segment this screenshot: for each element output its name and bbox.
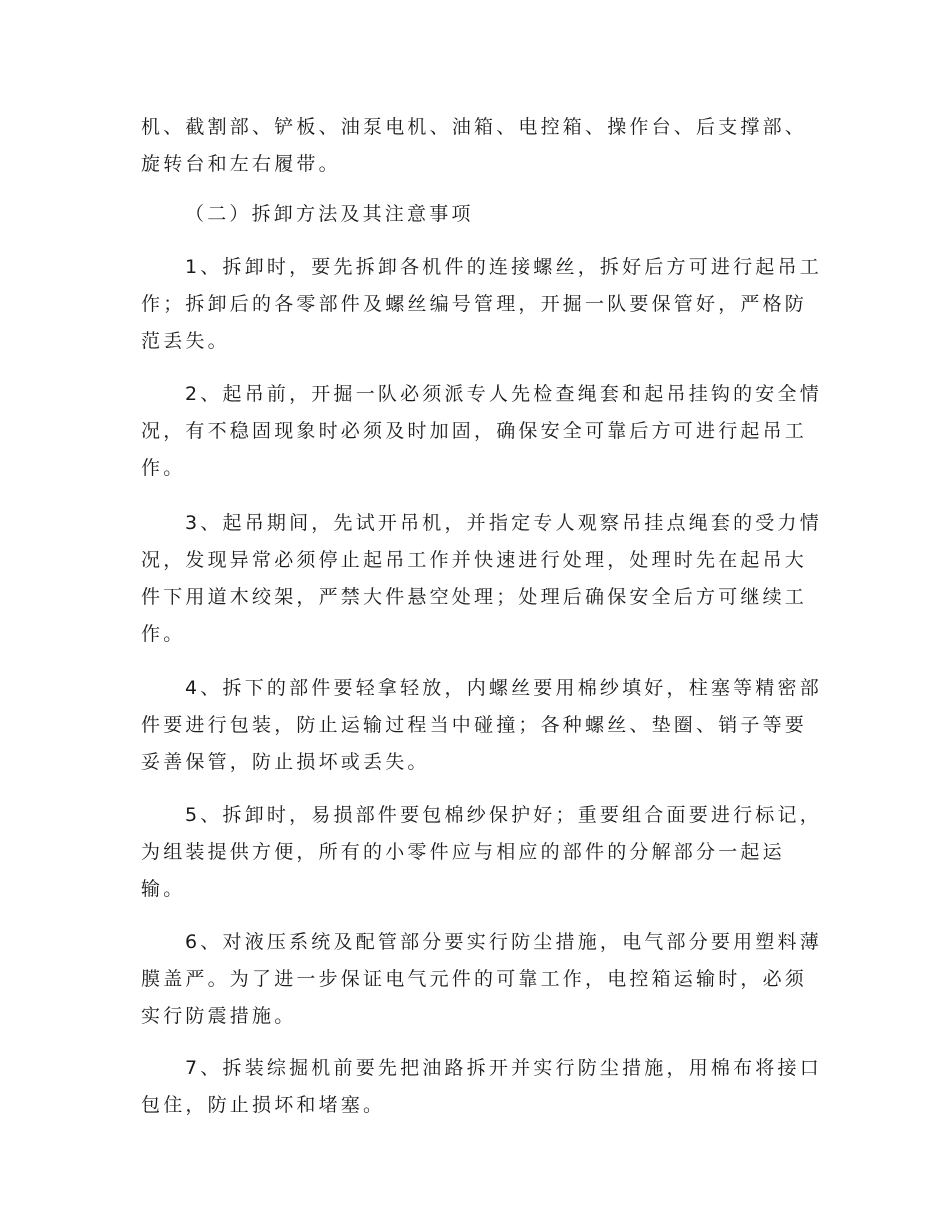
paragraph-line: 机、截割部、铲板、油泵电机、油箱、电控箱、操作台、后支撑部、 — [141, 116, 808, 138]
paragraph-line: 2、起吊前，开掘一队必须派专人先检查绳套和起吊挂钩的安全情 — [185, 383, 822, 405]
paragraph-line: 5、拆卸时，易损部件要包棉纱保护好；重要组合面要进行标记， — [185, 804, 822, 826]
intro-paragraph — [141, 109, 821, 183]
section-heading: （二）拆卸方法及其注意事项 — [185, 203, 474, 225]
item-paragraph-6 — [141, 924, 821, 1035]
paragraph-line: 作。 — [141, 457, 186, 479]
paragraph-line: 7、拆装综掘机前要先把油路拆开并实行防尘措施，用棉布将接口 — [185, 1057, 822, 1079]
item-paragraph-1 — [141, 249, 821, 360]
paragraph-line: 包住，防止损坏和堵塞。 — [141, 1094, 386, 1116]
paragraph-line: 况，发现异常必须停止起吊工作并快速进行处理，处理时先在起吊大 — [141, 549, 808, 571]
paragraph-line: 为组装提供方便，所有的小零件应与相应的部件的分解部分一起运 — [141, 841, 785, 863]
paragraph-line: 妥善保管，防止损坏或丢失。 — [141, 751, 430, 773]
paragraph-line: 6、对液压系统及配管部分要实行防尘措施，电气部分要用塑料薄 — [185, 931, 822, 953]
paragraph-line: 件要进行包装，防止运输过程当中碰撞；各种螺丝、垫圈、销子等要 — [141, 714, 808, 736]
item-paragraph-7 — [141, 1050, 821, 1124]
item-paragraph-4 — [141, 670, 821, 781]
paragraph-line: 输。 — [141, 878, 186, 900]
paragraph-line: 3、起吊期间，先试开吊机，并指定专人观察吊挂点绳套的受力情 — [185, 512, 822, 534]
paragraph-line: 况，有不稳固现象时必须及时加固，确保安全可靠后方可进行起吊工 — [141, 420, 808, 442]
paragraph-line: 作。 — [141, 623, 186, 645]
paragraph-line: 旋转台和左右履带。 — [141, 153, 341, 175]
paragraph-line: 4、拆下的部件要轻拿轻放，内螺丝要用棉纱填好，柱塞等精密部 — [185, 677, 822, 699]
paragraph-line: 件下用道木绞架，严禁大件悬空处理；处理后确保安全后方可继续工 — [141, 586, 808, 608]
paragraph-line: 1、拆卸时，要先拆卸各机件的连接螺丝，拆好后方可进行起吊工 — [185, 256, 822, 278]
paragraph-line: 作；拆卸后的各零部件及螺丝编号管理，开掘一队要保管好，严格防 — [141, 293, 808, 315]
section-heading-block — [141, 196, 821, 233]
paragraph-line: 实行防震措施。 — [141, 1005, 297, 1027]
paragraph-line: 范丢失。 — [141, 330, 230, 352]
paragraph-line: 膜盖严。为了进一步保证电气元件的可靠工作，电控箱运输时，必须 — [141, 968, 808, 990]
item-paragraph-3 — [141, 505, 821, 653]
item-paragraph-5 — [141, 797, 821, 908]
item-paragraph-2 — [141, 376, 821, 487]
